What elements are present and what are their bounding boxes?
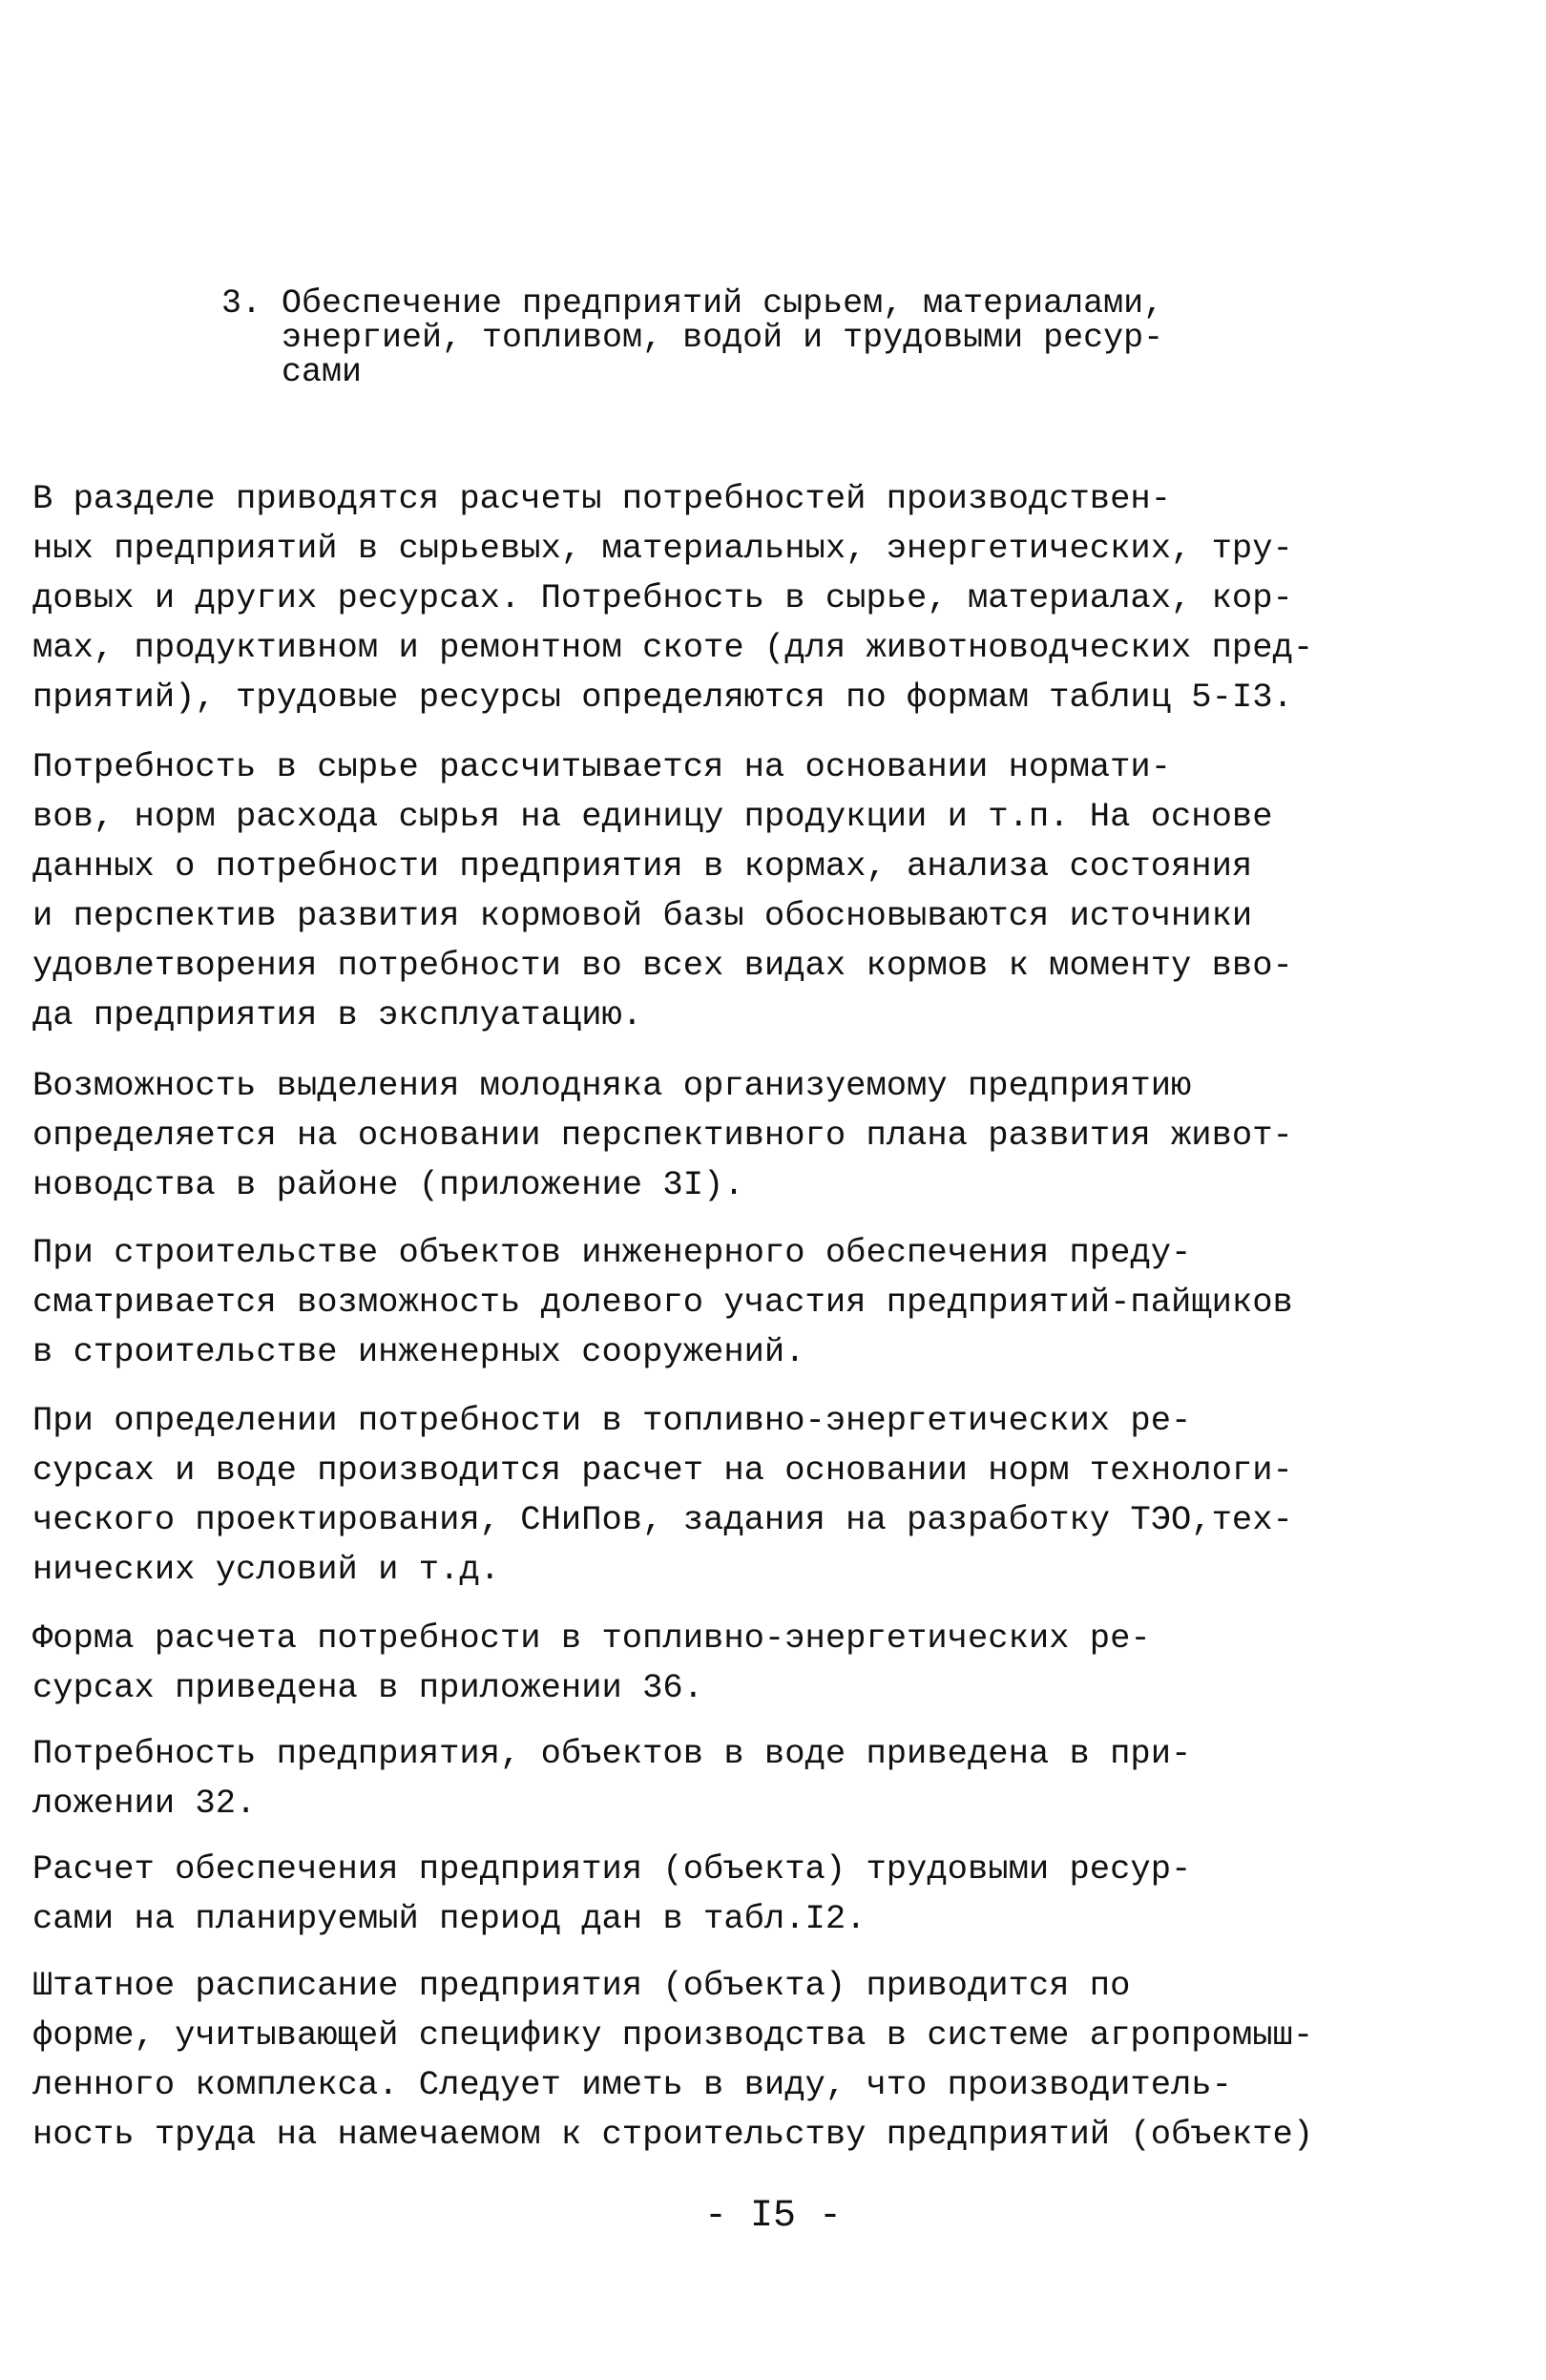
paragraph-water-needs: Потребность предприятия, объектов в воде приведена в при- ложении 32. xyxy=(32,1734,1192,1823)
section-number: 3. xyxy=(221,284,262,323)
section-title: Обеспечение предприятий сырьем, материалами, энергией, топливом, водой и трудовыми ресур- сами xyxy=(282,284,1164,391)
paragraph-staffing-schedule: Штатное расписание предприятия (объекта) приводится по форме, учитывающей специфику производства в системе агропромыш- ленного комплекса. Следует иметь в виду, что производитель- ность труда на намечаемом к строительству предприятий (объекте) xyxy=(32,1966,1314,2154)
section-heading xyxy=(221,286,1348,389)
paragraph-labor-resources: Расчет обеспечения предприятия (объекта) трудовыми ресур- сами на планируемый период дан в табл.I2. xyxy=(32,1849,1192,1938)
page-number: - I5 - xyxy=(703,2195,843,2238)
paragraph-fuel-energy-needs: При определении потребности в топливно-энергетических ре- сурсах и воде производится расчет на основании норм технологи- ческого проектирования, СНиПов, задания на разработку ТЭО,тех- нических условий и т.д. xyxy=(32,1401,1293,1589)
paragraph-resource-calculations: В разделе приводятся расчеты потребностей производствен- ных предприятий в сырьевых, материальных, энергетических, тру- довых и других ресурсах. Потребность в сырье, материалах, кор- мах, продуктивном и ремонтном скоте (для животноводческих пред- приятий), трудовые ресурсы определяются по формам таблиц 5-I3. xyxy=(32,479,1314,717)
paragraph-raw-material-needs: Потребность в сырье рассчитывается на основании нормати- вов, норм расхода сырья на единицу продукции и т.п. На основе данных о потребности предприятия в кормах, анализа состояния и перспектив развития кормовой базы обосновываются источники удовлетворения потребности во всех видах кормов к моменту вво- да предприятия в эксплуатацию. xyxy=(32,747,1293,1034)
paragraph-engineering-objects: При строительстве объектов инженерного обеспечения преду- сматривается возможность долевого участия предприятий-пайщиков в строительстве инженерных сооружений. xyxy=(32,1233,1293,1371)
paragraph-fuel-energy-form: Форма расчета потребности в топливно-энергетических ре- сурсах приведена в приложении 36. xyxy=(32,1618,1151,1707)
paragraph-young-stock: Возможность выделения молодняка организуемому предприятию определяется на основании перспективного плана развития живот- новодства в районе (приложение 3I). xyxy=(32,1066,1293,1204)
